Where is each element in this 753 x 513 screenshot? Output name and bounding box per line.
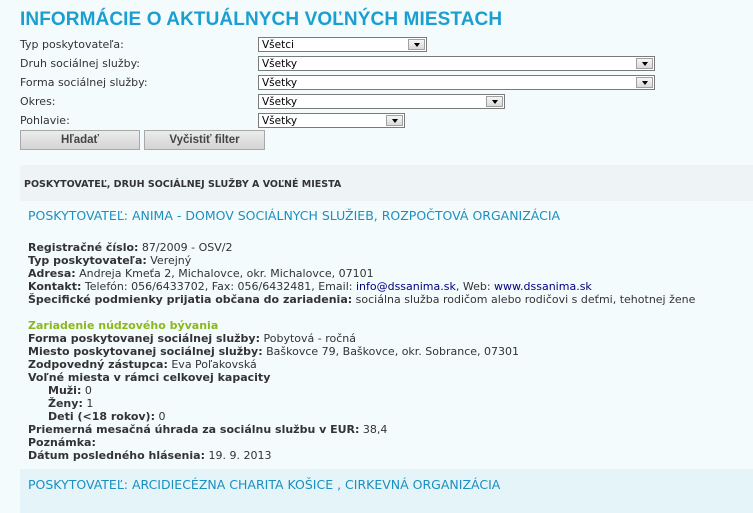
chevron-down-icon[interactable]	[486, 96, 503, 107]
monthly-fee	[28, 423, 387, 436]
field-value: , Web:	[455, 280, 495, 293]
chevron-down-icon[interactable]	[636, 58, 653, 69]
last-report-date	[28, 449, 271, 462]
registration-number	[28, 241, 232, 254]
select-value: Všetky	[262, 58, 298, 70]
free-places-children	[48, 410, 166, 423]
chevron-down-icon[interactable]	[386, 115, 403, 126]
free-places-men	[48, 384, 92, 397]
field-label: Dátum posledného hlásenia:	[28, 449, 205, 462]
field-label: Miesto poskytovanej sociálnej služby:	[28, 345, 263, 358]
service-kind-select[interactable]	[258, 56, 655, 71]
filter-label: Forma sociálnej služby:	[20, 76, 148, 89]
gender-select[interactable]	[258, 113, 405, 128]
field-label: Ženy:	[48, 397, 83, 410]
field-label: Deti (<18 rokov):	[48, 410, 155, 423]
field-label: Registračné číslo:	[28, 241, 139, 254]
field-label: Muži:	[48, 384, 82, 397]
field-value: 87/2009 - OSV/2	[138, 241, 233, 254]
chevron-down-icon[interactable]	[636, 77, 653, 88]
email-link[interactable]: info@dssanima.sk	[355, 280, 456, 293]
field-value: sociálna služba rodičom alebo rodičovi s deťmi, tehotnej žene	[352, 293, 696, 306]
field-value: Eva Poľakovská	[167, 358, 257, 371]
provider-name: POSKYTOVATEĽ: ANIMA - DOMOV SOCIÁLNYCH SLUŽIEB, ROZPOČTOVÁ ORGANIZÁCIA	[28, 208, 561, 223]
field-value: 0	[81, 384, 92, 397]
select-value: Všetky	[262, 115, 298, 127]
district-select[interactable]	[258, 94, 505, 109]
select-value: Všetky	[262, 77, 298, 89]
field-value: 1	[82, 397, 94, 410]
field-value: 0	[155, 410, 166, 423]
provider-type	[28, 254, 191, 267]
field-value: Baškovce 79, Baškovce, okr. Sobrance, 07301	[262, 345, 520, 358]
chevron-down-icon[interactable]	[408, 39, 425, 50]
filter-label: Pohlavie:	[20, 114, 70, 127]
service-form-select[interactable]	[258, 75, 655, 90]
field-label: Zodpovedný zástupca:	[28, 358, 168, 371]
service-place	[28, 345, 519, 358]
search-button[interactable]: Hľadať	[20, 130, 140, 150]
free-places-women	[48, 397, 93, 410]
field-value: Verejný	[146, 254, 192, 267]
select-value: Všetky	[262, 96, 298, 108]
page-title: INFORMÁCIE O AKTUÁLNYCH VOĽNÝCH MIESTACH	[20, 9, 503, 30]
field-value: 19. 9. 2013	[204, 449, 272, 462]
filter-label: Okres:	[20, 95, 56, 108]
field-label: Poznámka:	[28, 436, 96, 449]
field-value: Pobytová - ročná	[260, 332, 357, 345]
field-label: Priemerná mesačná úhrada za sociálnu službu v EUR:	[28, 423, 360, 436]
select-value: Všetci	[262, 39, 294, 51]
contact	[28, 280, 592, 293]
field-label: Adresa:	[28, 267, 76, 280]
field-label: Forma poskytovanej sociálnej služby:	[28, 332, 261, 345]
field-value: 38,4	[359, 423, 388, 436]
field-label: Typ poskytovateľa:	[28, 254, 147, 267]
note	[28, 436, 96, 449]
field-label: Špecifické podmienky prijatia občana do zariadenia:	[28, 293, 353, 306]
responsible-representative	[28, 358, 257, 371]
filter-label: Typ poskytovateľa:	[20, 38, 124, 51]
results-header: POSKYTOVATEĽ, DRUH SOCIÁLNEJ SLUŽBY A VOĽNÉ MIESTA	[24, 179, 342, 190]
provider-name: POSKYTOVATEĽ: ARCIDIECÉZNA CHARITA KOŠICE , CIRKEVNÁ ORGANIZÁCIA	[28, 477, 501, 492]
facility-name: Zariadenie núdzového bývania	[28, 319, 219, 332]
field-label: Voľné miesta v rámci celkovej kapacity	[28, 371, 271, 384]
capacity-heading	[28, 371, 270, 384]
filter-label: Druh sociálnej služby:	[20, 57, 141, 70]
web-link[interactable]: www.dssanima.sk	[494, 280, 592, 293]
provider-type-select[interactable]	[258, 37, 427, 52]
field-label: Kontakt:	[28, 280, 82, 293]
address	[28, 267, 374, 280]
service-form	[28, 332, 356, 345]
admission-conditions	[28, 293, 695, 306]
field-value: Telefón: 056/6433702, Fax: 056/6432481, Email:	[81, 280, 356, 293]
field-value: Andreja Kmeťa 2, Michalovce, okr. Michalovce, 07101	[75, 267, 374, 280]
clear-filter-button[interactable]: Vyčistiť filter	[144, 130, 265, 150]
